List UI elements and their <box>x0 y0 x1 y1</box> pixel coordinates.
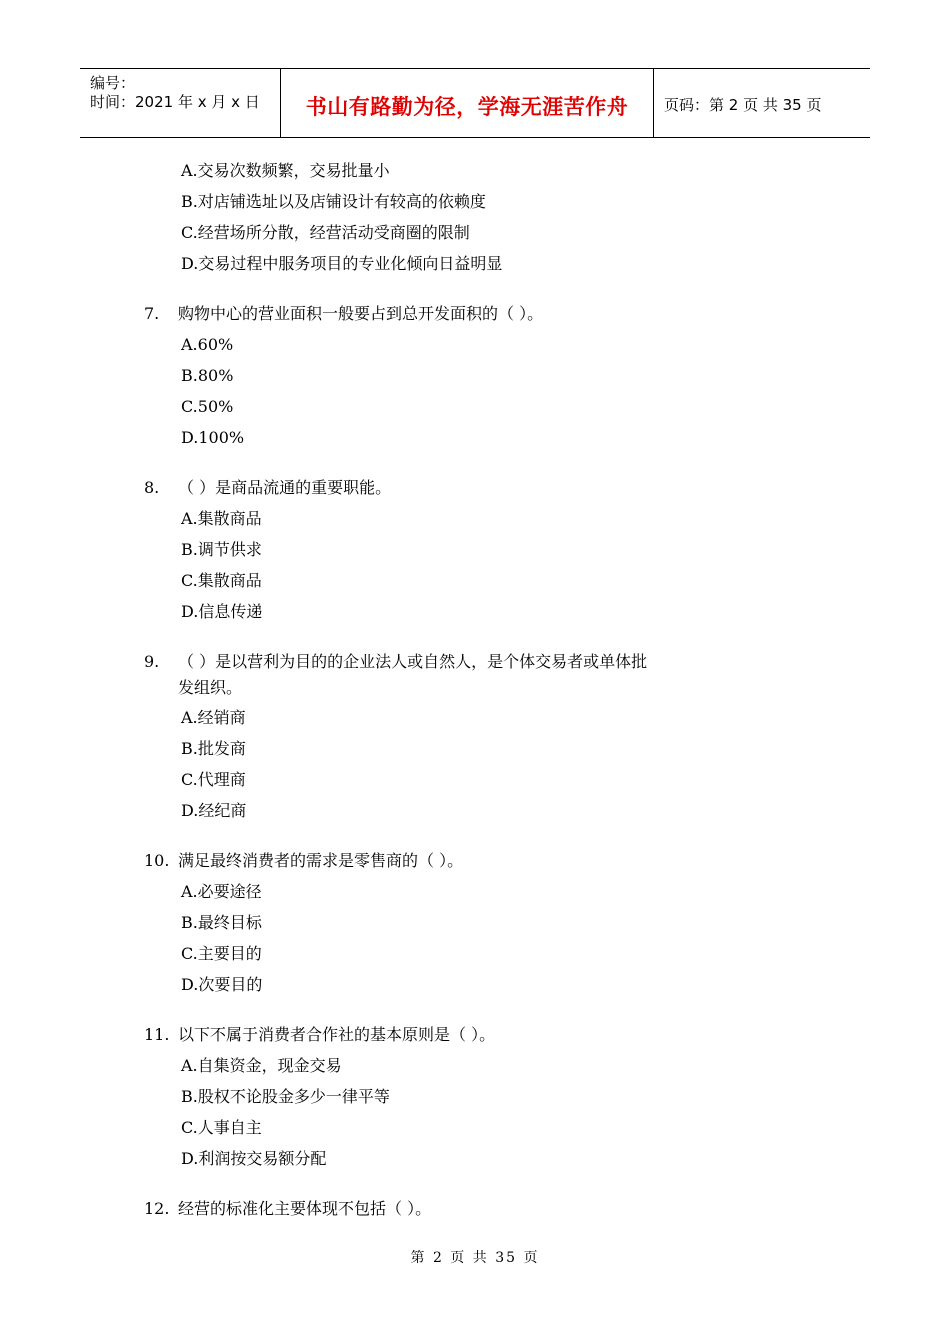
question-number: 9. <box>144 652 160 671</box>
question-number: 8. <box>144 478 160 497</box>
motto: 书山有路勤为径，学海无涯苦作舟 <box>305 95 629 119</box>
q9-option-a: A.经销商 <box>181 708 246 727</box>
q7-option-a: A.60% <box>181 335 234 354</box>
q7-option-b: B.80% <box>181 366 234 385</box>
q9-option-d: D.经纪商 <box>181 801 247 820</box>
question-number: 12. <box>144 1199 170 1218</box>
q8-option-d: D.信息传递 <box>181 602 263 621</box>
q10-option-a: A.必要途径 <box>181 882 262 901</box>
question-text: （ ）是商品流通的重要职能。 <box>178 478 392 497</box>
q10-option-c: C.主要目的 <box>181 944 262 963</box>
q8-option-c: C.集散商品 <box>181 571 262 590</box>
prev-option-b: B.对店铺选址以及店铺设计有较高的依赖度 <box>181 192 486 211</box>
q9-text-continuation: 发组织。 <box>178 678 243 697</box>
question-text: 购物中心的营业面积一般要占到总开发面积的（ ）。 <box>178 304 544 323</box>
q8-option-a: A.集散商品 <box>181 509 262 528</box>
q9-option-b: B.批发商 <box>181 739 246 758</box>
q11-option-b: B.股权不论股金多少一律平等 <box>181 1087 390 1106</box>
question-text: 满足最终消费者的需求是零售商的（ ）。 <box>178 851 464 870</box>
q8-option-b: B.调节供求 <box>181 540 262 559</box>
question-number: 11. <box>144 1025 170 1044</box>
question-text: （ ）是以营利为目的的企业法人或自然人，是个体交易者或单体批 <box>178 652 648 671</box>
date-text: 时间：2021 年 x 月 x 日 <box>90 93 260 111</box>
prev-option-d: D.交易过程中服务项目的专业化倾向日益明显 <box>181 254 503 273</box>
prev-option-c: C.经营场所分散，经营活动受商圈的限制 <box>181 223 470 242</box>
question-number: 10. <box>144 851 170 870</box>
page-footer: 第 2 页 共 35 页 <box>410 1250 540 1266</box>
q11-option-a: A.自集资金，现金交易 <box>181 1056 342 1075</box>
prev-option-a: A.交易次数频繁，交易批量小 <box>181 161 390 180</box>
q11-option-c: C.人事自主 <box>181 1118 262 1137</box>
serial-label: 编号： <box>90 74 136 92</box>
page-info: 页码：第 2 页 共 35 页 <box>664 96 822 114</box>
question-text: 以下不属于消费者合作社的基本原则是（ ）。 <box>178 1025 496 1044</box>
q7-option-c: C.50% <box>181 397 234 416</box>
q7-option-d: D.100% <box>181 428 245 447</box>
q11-option-d: D.利润按交易额分配 <box>181 1149 327 1168</box>
q10-option-d: D.次要目的 <box>181 975 263 994</box>
question-number: 7. <box>144 304 160 323</box>
question-text: 经营的标准化主要体现不包括（ ）。 <box>178 1199 432 1218</box>
q9-option-c: C.代理商 <box>181 770 246 789</box>
q10-option-b: B.最终目标 <box>181 913 262 932</box>
